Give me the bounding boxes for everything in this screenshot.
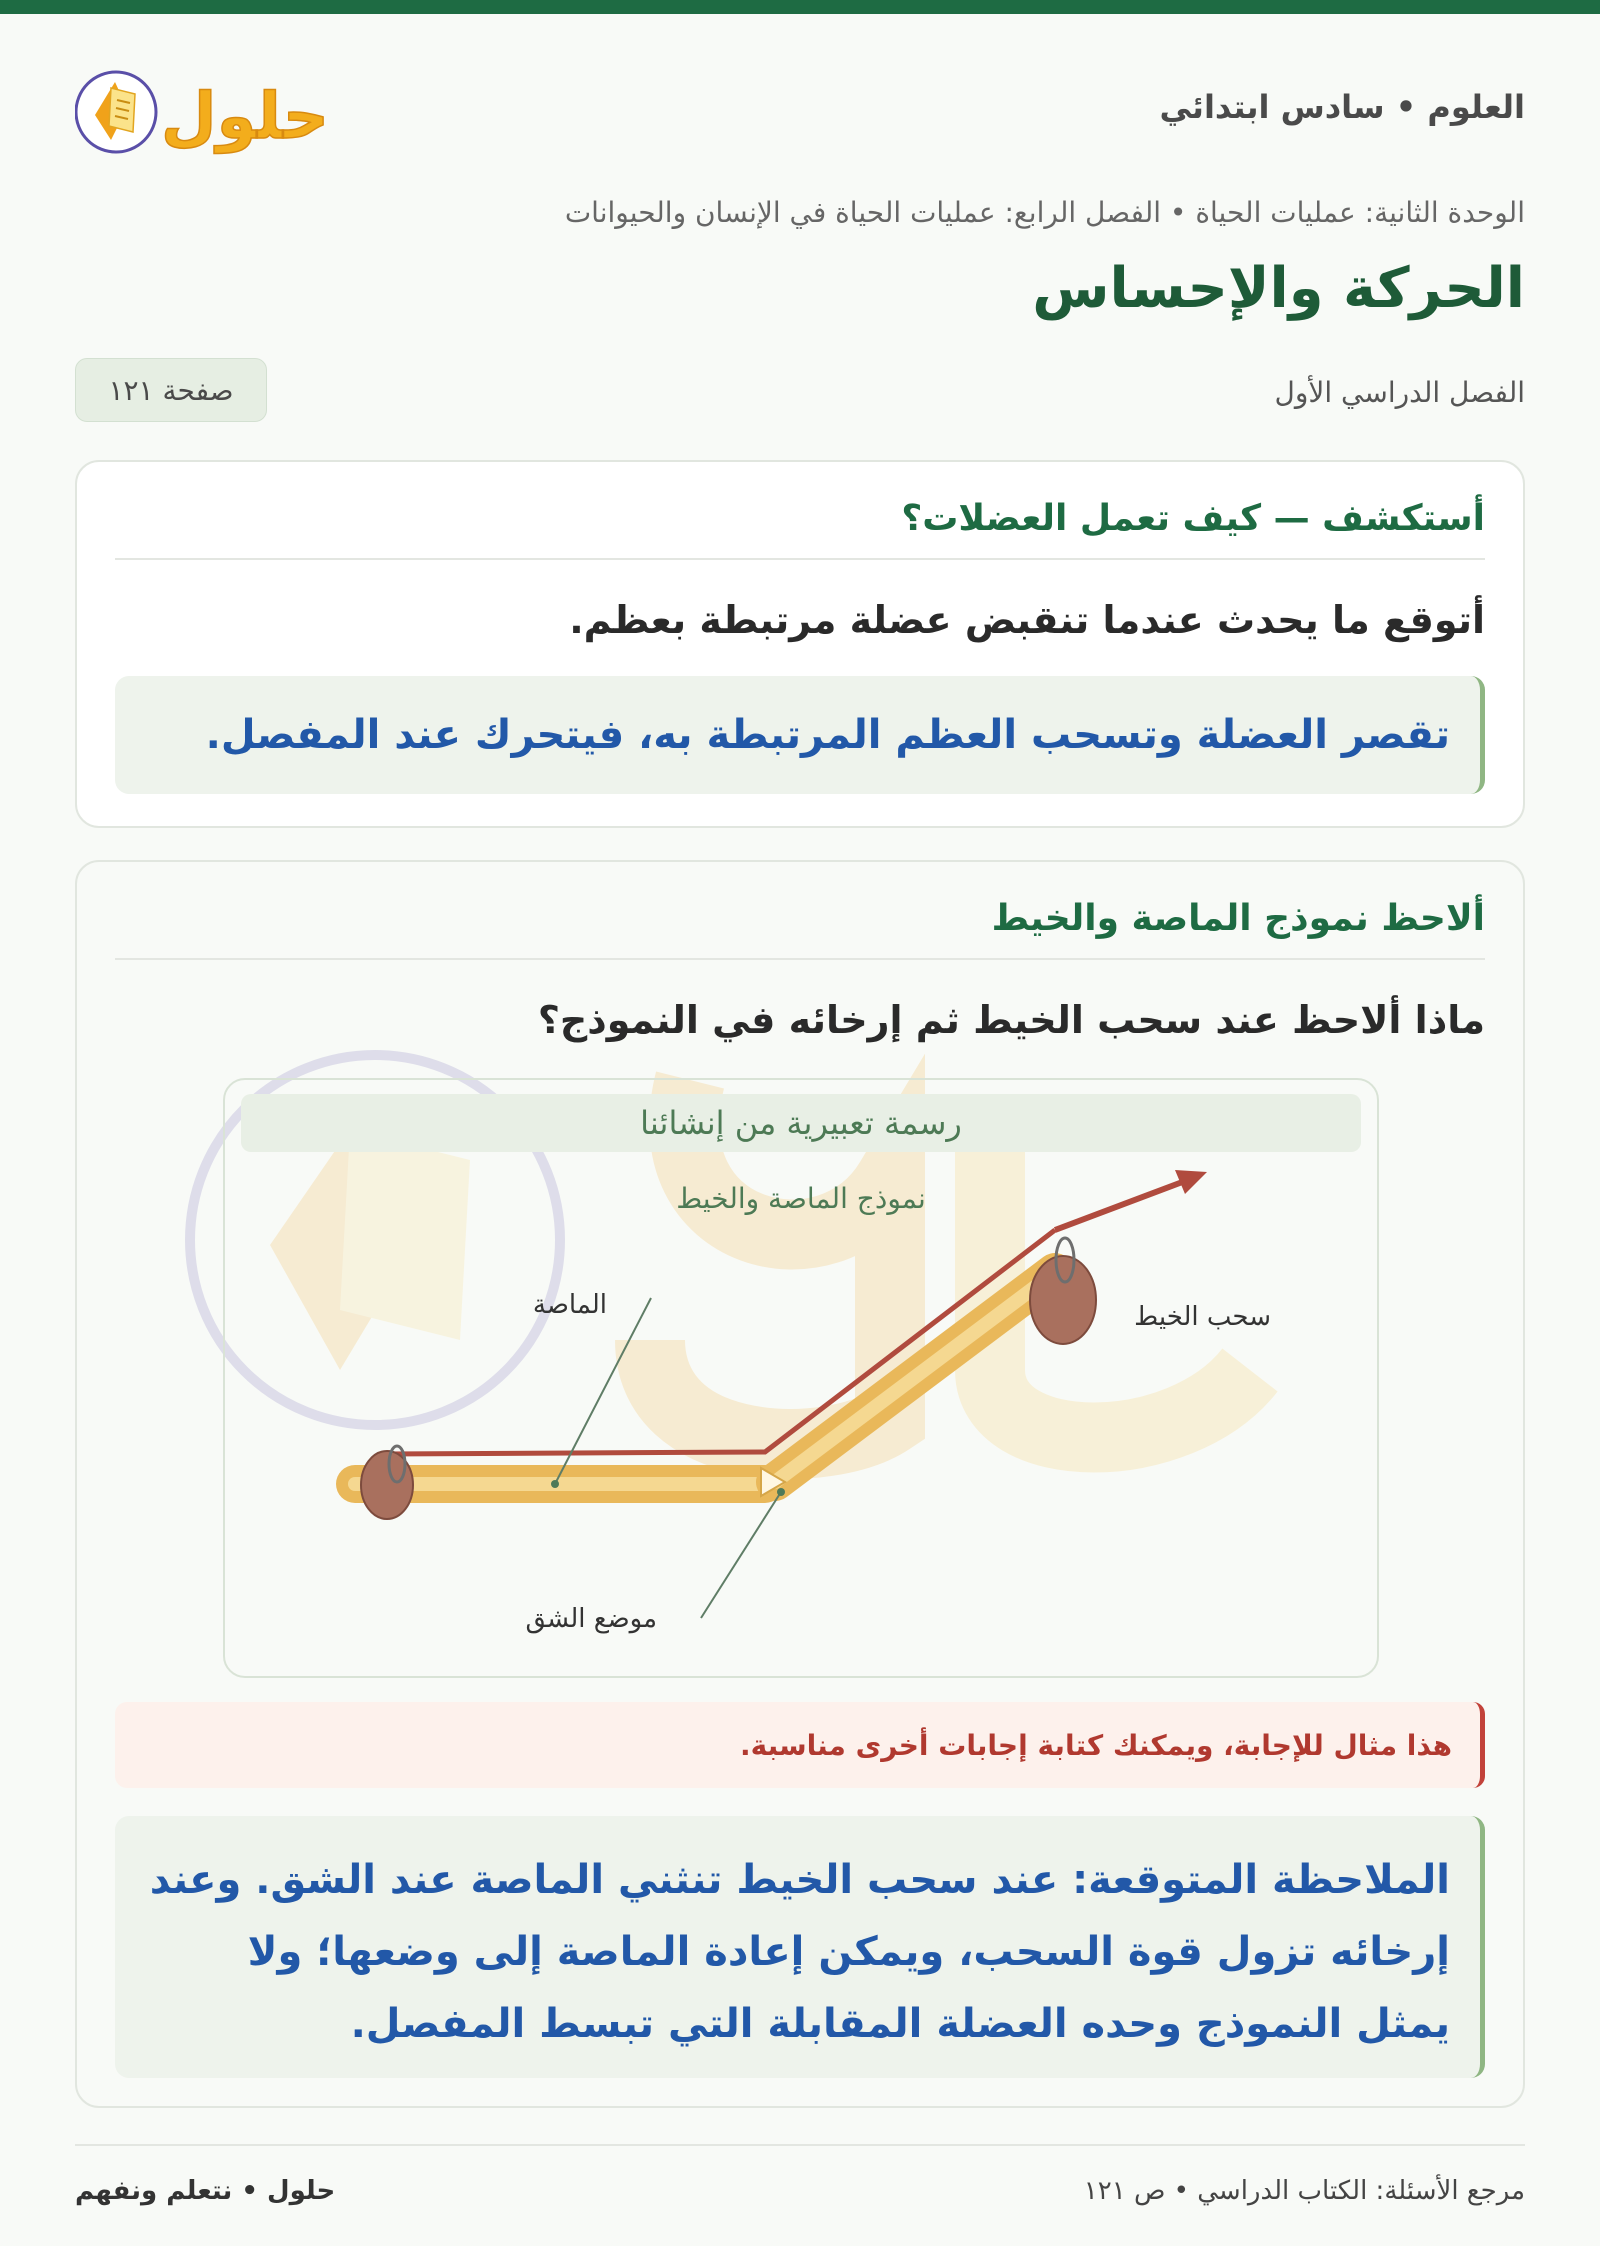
explore-card	[75, 460, 1525, 828]
footer-reference: مرجع الأسئلة: الكتاب الدراسي • ص ١٢١	[1083, 2176, 1525, 2206]
question-text: أتوقع ما يحدث عندما تنقبض عضلة مرتبطة بعظم.	[569, 598, 1485, 642]
answer-text: تقصر العضلة وتسحب العظم المرتبطة به، فيتحرك عند المفصل.	[205, 712, 1450, 758]
label-straw: الماصة	[532, 1290, 607, 1320]
divider	[115, 958, 1485, 960]
footer-brand: حلول • نتعلم ونفهم	[75, 2176, 336, 2206]
straw-model-drawing	[225, 1080, 1381, 1680]
subject-grade: العلوم • سادس ابتدائي	[1159, 88, 1525, 126]
breadcrumb: الوحدة الثانية: عمليات الحياة • الفصل الرابع: عمليات الحياة في الإنسان والحيوانات	[564, 196, 1525, 229]
answer-text: الملاحظة المتوقعة: عند سحب الخيط تنثني الماصة عند الشق. وعند إرخائه تزول قوة السحب، ويمكن إعادة الماصة إلى وضعها؛ ولا يمثل النموذج وحده العضلة المقابلة التي تبسط المفصل.	[149, 1857, 1450, 2047]
example-answer-note: هذا مثال للإجابة، ويمكنك كتابة إجابات أخرى مناسبة.	[115, 1702, 1485, 1788]
section-heading: ألاحظ نموذج الماصة والخيط	[991, 898, 1485, 939]
figure-caption: نموذج الماصة والخيط	[676, 1182, 926, 1215]
question-text: ماذا ألاحظ عند سحب الخيط ثم إرخائه في النموذج؟	[537, 998, 1485, 1042]
top-accent-bar	[0, 0, 1600, 14]
answer-box	[115, 1816, 1485, 2078]
page-number-badge: صفحة ١٢١	[75, 358, 267, 422]
pull-arrow	[1055, 1178, 1193, 1230]
divider	[115, 558, 1485, 560]
hulul-logo[interactable]	[75, 60, 335, 160]
page-title: الحركة والإحساس	[1032, 256, 1525, 321]
label-pull-string: سحب الخيط	[1134, 1302, 1271, 1332]
page-header	[75, 60, 1525, 154]
right-anchor	[1030, 1256, 1096, 1344]
label-slit: موضع الشق	[525, 1604, 657, 1634]
leader-slit	[701, 1492, 781, 1618]
section-heading: أستكشف — كيف تعمل العضلات؟	[901, 498, 1485, 539]
footer-divider	[75, 2144, 1525, 2146]
svg-text:حلول: حلول	[161, 80, 329, 154]
answer-box	[115, 676, 1485, 794]
figure-banner: رسمة تعبيرية من إنشائنا	[241, 1094, 1361, 1152]
semester-label: الفصل الدراسي الأول	[1274, 376, 1525, 409]
straw-string-figure	[223, 1078, 1379, 1678]
leader-straw	[555, 1298, 651, 1484]
observe-card	[75, 860, 1525, 2108]
